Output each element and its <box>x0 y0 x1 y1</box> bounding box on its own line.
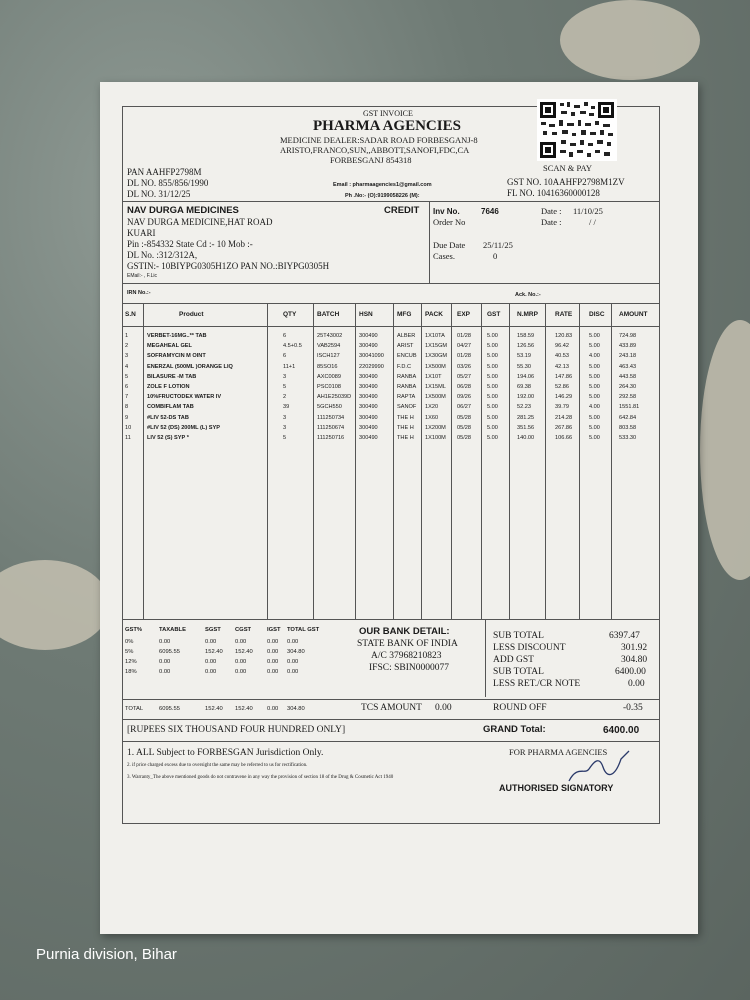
table-cell: 06/27 <box>457 404 471 411</box>
table-cell: 3 <box>283 373 287 380</box>
terms-3: 3. Warranty_The above mentioned goods do not contravene in any way the provision of section 18 of the Drug & Cosmetic Act 1940 <box>127 775 394 780</box>
table-cell: 5.00 <box>487 435 498 441</box>
table-cell: 96.42 <box>555 343 569 350</box>
gst-summary-cell: 0.00 <box>159 669 171 675</box>
buyer-dl: DL No. :312/312A, <box>127 250 198 260</box>
table-cell: 642.84 <box>619 414 637 421</box>
gst-summary-cell: 152.40 <box>235 649 253 655</box>
table-cell: 3 <box>125 353 129 360</box>
table-cell: 5.00 <box>589 373 600 380</box>
table-cell: 243.18 <box>619 353 637 360</box>
table-cell: 5.00 <box>589 414 600 421</box>
gst-summary-total: 152.40 <box>205 706 223 712</box>
gst-summary-cell: 0.00 <box>159 639 171 645</box>
divider <box>123 741 659 742</box>
table-cell: SANOF <box>397 404 417 411</box>
table-cell: 300490 <box>359 343 378 350</box>
table-cell: 11+1 <box>283 363 296 370</box>
table-cell: 04/27 <box>457 343 471 350</box>
authorised-signatory: AUTHORISED SIGNATORY <box>499 783 614 793</box>
gst-summary-header: CGST <box>235 627 252 633</box>
table-cell: 146.29 <box>555 394 573 401</box>
table-cell: PSC0108 <box>317 384 341 390</box>
round-off-label: ROUND OFF <box>493 703 547 713</box>
bank-ifsc: IFSC: SBIN0000077 <box>369 663 449 673</box>
cases: 0 <box>493 251 498 261</box>
column-divider <box>143 303 144 619</box>
table-cell: 111250716 <box>317 435 345 441</box>
table-cell: 30041090 <box>359 353 384 360</box>
buyer-address-1: NAV DURGA MEDICINE,HAT ROAD <box>127 217 273 227</box>
table-cell: 06/28 <box>457 384 471 390</box>
table-cell: 4 <box>125 363 129 370</box>
table-cell: RANBA <box>397 384 417 390</box>
column-header: Product <box>179 311 204 318</box>
table-cell: 4.5+0.5 <box>283 343 302 350</box>
table-cell: ARIST <box>397 343 414 350</box>
sub-total-2-label: SUB TOTAL <box>493 667 544 677</box>
due-date-label: Due Date <box>433 240 466 250</box>
ret-amount: 0.00 <box>628 679 645 689</box>
gst-summary-cell: 0.00 <box>267 659 279 665</box>
gst-summary-cell: 0.00 <box>267 649 279 655</box>
pan-no: PAN AAHFP2798M <box>127 167 202 177</box>
gst-summary-cell: 0.00 <box>159 659 171 665</box>
buyer-pin: Pin :-854332 State Cd :- 10 Mob :- <box>127 239 253 249</box>
table-cell: 1X10TA <box>425 333 445 339</box>
table-cell: 5.00 <box>487 384 498 390</box>
product-name: MEGAHEAL GEL <box>147 343 192 350</box>
table-cell: 5.00 <box>487 373 498 380</box>
table-cell: 2 <box>125 343 129 350</box>
divider <box>123 699 659 700</box>
terms-2: 2. if price charged excess due to oversight the same may be referred to us for rectification. <box>127 763 308 768</box>
bank-name: STATE BANK OF INDIA <box>357 639 458 649</box>
table-cell: 5 <box>125 373 129 380</box>
gst-summary-cell: 0.00 <box>205 659 217 665</box>
column-divider <box>451 303 452 619</box>
gst-summary-cell: 0.00 <box>287 659 299 665</box>
table-cell: 01/28 <box>457 353 471 360</box>
product-name: #LIV 52 (DS) 200ML (L) SYP <box>147 424 220 431</box>
gst-summary-cell: 0.00 <box>205 669 217 675</box>
table-cell: 53.19 <box>517 353 531 360</box>
column-divider <box>579 303 580 619</box>
table-cell: RANBA <box>397 373 417 380</box>
table-cell: 300490 <box>359 404 378 411</box>
table-cell: 39.79 <box>555 404 569 411</box>
table-cell: 7 <box>125 394 129 401</box>
gst-summary-cell: 304.80 <box>287 649 305 655</box>
sub-total-label: SUB TOTAL <box>493 631 544 641</box>
table-cell: ENCUB <box>397 353 417 360</box>
table-cell: VAB2594 <box>317 343 341 350</box>
gst-summary-cell: 0.00 <box>235 669 247 675</box>
table-cell: 1X10T <box>425 373 442 380</box>
inv-no-label: Inv No. <box>433 207 460 216</box>
column-header: QTY <box>283 311 297 318</box>
product-name: LIV 52 (S) SYP * <box>147 435 189 441</box>
table-cell: 192.00 <box>517 394 535 401</box>
product-name: ENERZAL (500ML )ORANGE LIQ <box>147 363 233 370</box>
table-cell: 1X200M <box>425 424 446 431</box>
gst-summary-cell: 0% <box>125 639 134 645</box>
column-header: PACK <box>425 311 443 318</box>
table-cell: ALBER <box>397 333 416 339</box>
table-cell: 5 <box>283 435 287 441</box>
table-cell: 05/28 <box>457 414 471 421</box>
table-cell: 3 <box>283 414 287 421</box>
gst-summary-cell: 0.00 <box>235 659 247 665</box>
column-header: AMOUNT <box>619 311 648 318</box>
order-date-label: Date : <box>541 217 562 227</box>
gst-amount: 304.80 <box>621 655 648 665</box>
table-cell: 40.53 <box>555 353 569 360</box>
table-cell: 1X60 <box>425 414 439 421</box>
grand-total-label: GRAND Total: <box>483 724 546 735</box>
column-header: MFG <box>397 311 412 318</box>
gst-summary-cell: 152.40 <box>205 649 223 655</box>
tcs-amount: 0.00 <box>435 703 452 713</box>
round-off: -0.35 <box>623 703 643 713</box>
for-firm-label: FOR PHARMA AGENCIES <box>509 747 608 757</box>
irn-label: IRN No.:- <box>127 290 151 296</box>
table-cell: 11 <box>125 435 131 441</box>
table-cell: 05/28 <box>457 435 471 441</box>
table-cell: 9 <box>125 414 129 421</box>
table-cell: 39 <box>283 404 290 411</box>
floor-stain <box>0 560 110 650</box>
divider <box>123 619 659 620</box>
table-cell: 1X15ML <box>425 384 446 390</box>
column-header: HSN <box>359 311 373 318</box>
table-cell: 05/28 <box>457 424 471 431</box>
table-cell: ISCH127 <box>317 353 340 360</box>
floor-stain <box>700 320 750 580</box>
invoice-paper <box>100 82 698 934</box>
product-name: COMBIFLAM TAB <box>147 404 194 411</box>
qr-code-icon <box>537 99 617 161</box>
table-cell: 351.56 <box>517 424 535 431</box>
table-cell: 22029990 <box>359 363 384 370</box>
table-cell: 5.00 <box>487 353 498 360</box>
divider <box>123 283 659 284</box>
gst-no: GST NO. 10AAHFP2798M1ZV <box>507 177 625 187</box>
invoice-frame <box>122 106 660 824</box>
table-cell: 09/26 <box>457 394 471 401</box>
gst-invoice-label: GST INVOICE <box>363 109 413 118</box>
tcs-label: TCS AMOUNT <box>361 703 422 713</box>
dl-no-1: DL NO. 855/856/1990 <box>127 178 209 188</box>
product-name: SOFRAMYCIN M OINT <box>147 353 206 360</box>
column-divider <box>509 303 510 619</box>
table-cell: 1551.81 <box>619 404 640 411</box>
table-cell: 803.58 <box>619 424 637 431</box>
table-cell: 1 <box>125 333 129 339</box>
gst-summary-cell: 0.00 <box>205 639 217 645</box>
gst-summary-cell: 0.00 <box>287 639 299 645</box>
table-cell: 292.58 <box>619 394 637 401</box>
fl-no: FL NO. 10416360000128 <box>507 188 600 198</box>
product-name: #LIV 52-DS TAB <box>147 414 189 421</box>
gst-summary-cell: 18% <box>125 669 137 675</box>
gst-summary-cell: 0.00 <box>267 639 279 645</box>
table-cell: 158.59 <box>517 333 535 339</box>
table-cell: 214.28 <box>555 414 573 421</box>
table-cell: 1X500M <box>425 363 446 370</box>
table-cell: 5.00 <box>589 363 600 370</box>
table-cell: 4.00 <box>589 404 600 411</box>
discount-label: LESS DISCOUNT <box>493 643 566 653</box>
table-cell: 300490 <box>359 384 378 390</box>
buyer-email: EMail:- , F.Lic <box>127 273 158 279</box>
table-cell: 4.00 <box>589 353 600 360</box>
order-no-label: Order No <box>433 217 466 227</box>
cases-label: Cases. <box>433 251 455 261</box>
table-cell: 300490 <box>359 414 378 421</box>
gst-summary-header: GST% <box>125 627 143 633</box>
column-header: RATE <box>555 311 573 318</box>
table-cell: 1X30GM <box>425 353 448 360</box>
table-cell: 55.30 <box>517 363 531 370</box>
column-header: N.MRP <box>517 311 538 318</box>
table-cell: AH1E25039D <box>317 394 352 401</box>
gst-summary-total: 304.80 <box>287 706 305 712</box>
table-cell: THE H <box>397 424 414 431</box>
table-cell: 5.00 <box>589 384 600 390</box>
buyer-name: NAV DURGA MEDICINES <box>127 205 239 216</box>
table-cell: 300490 <box>359 435 378 441</box>
credit-label: CREDIT <box>384 205 420 216</box>
product-name: 10%FRUCTODEX WATER IV <box>147 394 222 401</box>
table-cell: 267.86 <box>555 424 573 431</box>
table-cell: RAPTA <box>397 394 416 401</box>
table-cell: 5 <box>283 384 287 390</box>
table-cell: 111250674 <box>317 424 345 431</box>
firm-address-1: MEDICINE DEALER:SADAR ROAD FORBESGANJ-8 <box>280 135 478 145</box>
firm-phone: Ph .No:- (O):9199058226 (M): <box>345 193 420 199</box>
column-header: GST <box>487 311 501 318</box>
table-cell: 01/28 <box>457 333 471 339</box>
column-header: BATCH <box>317 311 340 318</box>
table-cell: 264.30 <box>619 384 637 390</box>
order-date: / / <box>589 217 596 227</box>
gst-label: ADD GST <box>493 655 534 665</box>
gst-summary-total: TOTAL <box>125 706 144 712</box>
divider <box>123 719 659 720</box>
gst-summary-cell: 0.00 <box>287 669 299 675</box>
terms-1: 1. ALL Subject to FORBESGAN Jurisdiction Only. <box>127 748 324 758</box>
table-cell: 443.58 <box>619 373 637 380</box>
firm-address-2: ARISTO,FRANCO,SUN,,ABBOTT,SANOFI,FDC,CA <box>280 145 470 155</box>
table-cell: 05/27 <box>457 373 471 380</box>
amount-in-words: [RUPEES SIX THOUSAND FOUR HUNDRED ONLY] <box>127 725 346 735</box>
sub-total: 6397.47 <box>609 631 640 641</box>
divider <box>429 201 430 283</box>
table-cell: 6 <box>283 333 287 339</box>
photo-caption: Purnia division, Bihar <box>36 946 177 963</box>
table-cell: 281.25 <box>517 414 535 421</box>
table-cell: 5.00 <box>589 343 600 350</box>
gst-summary-cell: 12% <box>125 659 137 665</box>
firm-name: PHARMA AGENCIES <box>313 118 461 134</box>
firm-email: Email : pharmaagencies1@gmail.com <box>333 182 432 188</box>
table-cell: 5.00 <box>487 394 498 401</box>
due-date: 25/11/25 <box>483 240 513 250</box>
table-cell: 5.00 <box>589 435 600 441</box>
table-cell: 463.43 <box>619 363 637 370</box>
discount: 301.92 <box>621 643 648 653</box>
table-cell: 03/26 <box>457 363 471 370</box>
buyer-gstin: GSTIN:- 10BIYPG0305H1ZO PAN NO.:BIYPG0305H <box>127 261 330 271</box>
column-divider <box>267 303 268 619</box>
product-name: ZOLE F LOTION <box>147 384 190 390</box>
gst-summary-total: 152.40 <box>235 706 253 712</box>
table-cell: 5.00 <box>487 404 498 411</box>
column-header: S.N <box>125 311 136 318</box>
table-cell: 85SO16 <box>317 363 338 370</box>
table-cell: 5.00 <box>487 414 498 421</box>
table-cell: 147.86 <box>555 373 573 380</box>
gst-summary-header: IGST <box>267 627 281 633</box>
table-cell: 300490 <box>359 424 378 431</box>
table-cell: THE H <box>397 414 414 421</box>
column-header: EXP <box>457 311 471 318</box>
divider <box>123 326 659 327</box>
table-cell: 10 <box>125 424 132 431</box>
table-cell: 6 <box>125 384 129 390</box>
items-table <box>123 311 659 619</box>
gst-summary-cell: 5% <box>125 649 134 655</box>
table-cell: 52.86 <box>555 384 569 390</box>
table-cell: 5.00 <box>589 394 600 401</box>
table-cell: 1X20 <box>425 404 439 411</box>
table-cell: 533.30 <box>619 435 637 441</box>
table-cell: F.D.C <box>397 363 411 370</box>
dl-no-2: DL NO. 31/12/25 <box>127 189 191 199</box>
table-cell: 194.06 <box>517 373 535 380</box>
table-cell: 1X15GM <box>425 343 448 350</box>
column-divider <box>355 303 356 619</box>
buyer-address-2: KUARI <box>127 228 156 238</box>
table-cell: 5GCH550 <box>317 404 342 411</box>
gst-summary-header: TOTAL GST <box>287 627 320 633</box>
bank-title: OUR BANK DETAIL: <box>359 626 450 637</box>
table-cell: 126.56 <box>517 343 535 350</box>
product-name: BILASURE -M TAB <box>147 373 197 380</box>
ack-label: Ack. No.:- <box>515 292 541 298</box>
column-divider <box>313 303 314 619</box>
table-cell: 106.66 <box>555 435 573 441</box>
table-cell: 1X500M <box>425 394 446 401</box>
column-divider <box>393 303 394 619</box>
table-cell: 69.38 <box>517 384 531 390</box>
table-cell: 1X100M <box>425 435 446 441</box>
table-cell: 3 <box>283 424 287 431</box>
table-cell: 6 <box>283 353 287 360</box>
inv-no: 7646 <box>481 207 499 216</box>
product-name: VERBET-16MG..** TAB <box>147 333 207 339</box>
table-cell: 5.00 <box>589 424 600 431</box>
column-divider <box>545 303 546 619</box>
signature-icon <box>563 747 643 787</box>
table-cell: 5.00 <box>487 333 498 339</box>
firm-address-3: FORBESGANJ 854318 <box>330 155 412 165</box>
grand-total: 6400.00 <box>603 725 640 736</box>
table-cell: 433.89 <box>619 343 637 350</box>
table-cell: 52.23 <box>517 404 531 411</box>
gst-summary-header: SGST <box>205 627 221 633</box>
table-cell: AXC0089 <box>317 373 341 380</box>
column-divider <box>481 303 482 619</box>
table-cell: 5.00 <box>487 363 498 370</box>
table-cell: 42.13 <box>555 363 569 370</box>
table-cell: 2 <box>283 394 287 401</box>
ret-label: LESS RET./CR NOTE <box>493 679 581 689</box>
table-cell: THE H <box>397 435 414 441</box>
invoice-date: 11/10/25 <box>573 206 603 216</box>
column-divider <box>421 303 422 619</box>
bank-account: A/C 37968210823 <box>371 651 442 661</box>
floor-stain <box>560 0 700 80</box>
table-cell: 120.83 <box>555 333 573 339</box>
divider <box>123 201 659 202</box>
gst-summary-cell: 0.00 <box>267 669 279 675</box>
table-cell: 300490 <box>359 373 378 380</box>
gst-summary-cell: 0.00 <box>235 639 247 645</box>
table-cell: 5.00 <box>487 424 498 431</box>
column-divider <box>611 303 612 619</box>
gst-summary-table <box>123 627 343 717</box>
table-cell: 140.00 <box>517 435 535 441</box>
table-cell: 300490 <box>359 394 378 401</box>
date-label: Date : <box>541 206 562 216</box>
sub-total-2: 6400.00 <box>615 667 646 677</box>
table-cell: 5.00 <box>487 343 498 350</box>
scan-pay-label: SCAN & PAY <box>543 163 592 173</box>
gst-summary-header: TAXABLE <box>159 627 186 633</box>
table-cell: 111250734 <box>317 414 345 421</box>
column-header: DISC <box>589 311 605 318</box>
table-cell: 724.98 <box>619 333 637 339</box>
table-cell: 300490 <box>359 333 378 339</box>
table-cell: 5.00 <box>589 333 600 339</box>
gst-summary-total: 0.00 <box>267 706 279 712</box>
gst-summary-cell: 6095.55 <box>159 649 180 655</box>
divider <box>485 619 486 697</box>
table-cell: 25T43002 <box>317 333 343 339</box>
table-cell: 8 <box>125 404 129 411</box>
gst-summary-total: 6095.55 <box>159 706 180 712</box>
